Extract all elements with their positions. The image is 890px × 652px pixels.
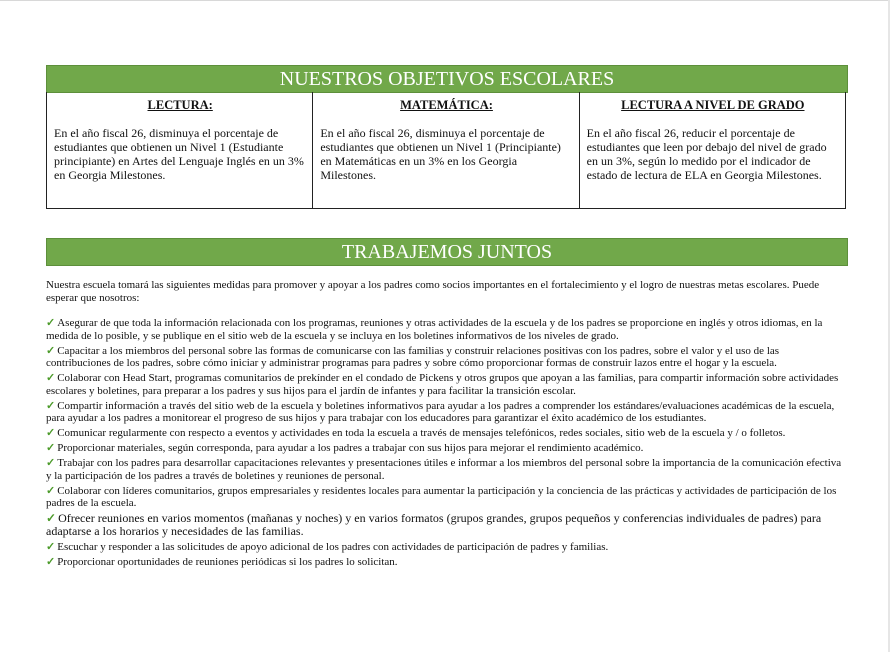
page-top-border (0, 0, 890, 5)
check-icon: ✓ (46, 484, 56, 497)
goal-grade-level-reading (580, 92, 845, 208)
list-item-text: Trabajar con los padres para desarrollar capacitaciones relevantes y presentaciones útiles e informar a los miembros del personal sobre la importancia de la comunicación efectiva y la participación de los padres a través de boletines y reuniones de personal. (46, 457, 842, 482)
goal-reading (47, 92, 313, 208)
list-item (46, 442, 846, 455)
goal-text: En el año fiscal 26, disminuya el porcentaje de estudiantes que obtienen un Nivel 1 (Principiante) en Matemáticas en un 3% en los Georgia Milestones. (320, 126, 561, 182)
list-item (46, 457, 846, 482)
list-item (46, 345, 846, 370)
list-item (46, 541, 846, 554)
goal-title: MATEMÁTICA: (400, 98, 493, 112)
check-icon: ✓ (46, 540, 56, 553)
list-item-text: Colaborar con Head Start, programas comunitarios de prekínder en el condado de Pickens y otros grupos que apoyan a las familias, para compartir información sobre actividades escolares y boletines, para preparar a los padres y sus hijos para el jardín de infantes y para facilitar la transición escolar. (46, 372, 839, 397)
goal-title: LECTURA A NIVEL DE GRADO (621, 98, 805, 112)
goal-title: LECTURA: (147, 98, 213, 112)
list-item-text: Comunicar regularmente con respecto a eventos y actividades en toda la escuela a través de mensajes telefónicos, redes sociales, sitio web de la escuela y / o folletos. (57, 427, 786, 439)
list-item-text: Compartir información a través del sitio web de la escuela y boletines informativos para ayudar a los padres a comprender los estándares/evaluaciones académicas de la escuela, para ayudar a los padres a monitorear el progreso de sus hijos y para trabajar con los educadores para garantizar el éxito académico de los estudiantes. (46, 399, 835, 424)
list-item (46, 512, 846, 538)
list-item-text: Colaborar con líderes comunitarios, grupos empresariales y residentes locales para aumentar la participación y la conciencia de las prácticas y actividades de participación de los padres de la escuela. (46, 484, 837, 509)
goal-math (313, 92, 579, 208)
list-item-text: Proporcionar materiales, según corresponda, para ayudar a los padres a trabajar con sus hijos para mejorar el rendimiento académico. (57, 442, 644, 454)
check-icon: ✓ (46, 399, 56, 412)
list-item (46, 400, 846, 425)
check-icon: ✓ (46, 555, 56, 568)
list-item-text: Escuchar y responder a las solicitudes de apoyo adicional de los padres con actividades de participación de padres y familias. (57, 540, 609, 553)
check-icon: ✓ (46, 344, 56, 357)
commitments-list (46, 317, 846, 571)
check-icon: ✓ (46, 457, 56, 469)
check-icon: ✓ (46, 427, 56, 439)
check-icon: ✓ (46, 372, 56, 384)
goals-table (46, 92, 846, 209)
list-item (46, 317, 846, 342)
goal-text: En el año fiscal 26, disminuya el porcentaje de estudiantes que obtienen un Nivel 1 (Estudiante principiante) en Artes del Lenguaje Inglés en un 3% en Georgia Milestones. (54, 126, 304, 182)
list-item-text: Capacitar a los miembros del personal sobre las formas de comunicarse con las familias y construir relaciones positivas con los padres, sobre el valor y el uso de las contribuciones de los padres, sobre cómo iniciar y administrar programas para padres y sobre cómo proporcionar formas de construir lazos entre el hogar y la escuela. (46, 344, 780, 369)
goals-banner: NUESTROS OBJETIVOS ESCOLARES (46, 65, 848, 93)
list-item (46, 372, 846, 397)
list-item (46, 556, 846, 569)
check-icon: ✓ (46, 442, 56, 454)
list-item-text: Asegurar de que toda la información relacionada con los programas, reuniones y otras actividades de la escuela y de los padres se proporcione en inglés y otros idiomas, en la medida de lo posible, y se publique en el sitio web de la escuela y se incluya en los boletines informativos de los niveles de grado. (46, 317, 823, 342)
together-banner: TRABAJEMOS JUNTOS (46, 238, 848, 266)
list-item (46, 485, 846, 510)
goal-text: En el año fiscal 26, reducir el porcentaje de estudiantes que leen por debajo del nivel de grado en un 3%, según lo medido por el indicador de estado de lectura de ELA en Georgia Milestones. (586, 126, 827, 182)
list-item-text: Proporcionar oportunidades de reuniones periódicas si los padres lo solicitan. (57, 555, 398, 568)
intro-paragraph: Nuestra escuela tomará las siguientes medidas para promover y apoyar a los padres como socios importantes en el fortalecimiento y el logro de nuestras metas escolares. Puede esperar que nosotros: (46, 279, 820, 304)
check-icon: ✓ (46, 511, 57, 525)
check-icon: ✓ (46, 317, 56, 329)
list-item-text: Ofrecer reuniones en varios momentos (mañanas y noches) y en varios formatos (grupos grandes, grupos pequeños y conferencias individuales de padres) para adaptarse a los horarios y necesidades de las familias. (46, 511, 822, 538)
list-item (46, 427, 846, 440)
